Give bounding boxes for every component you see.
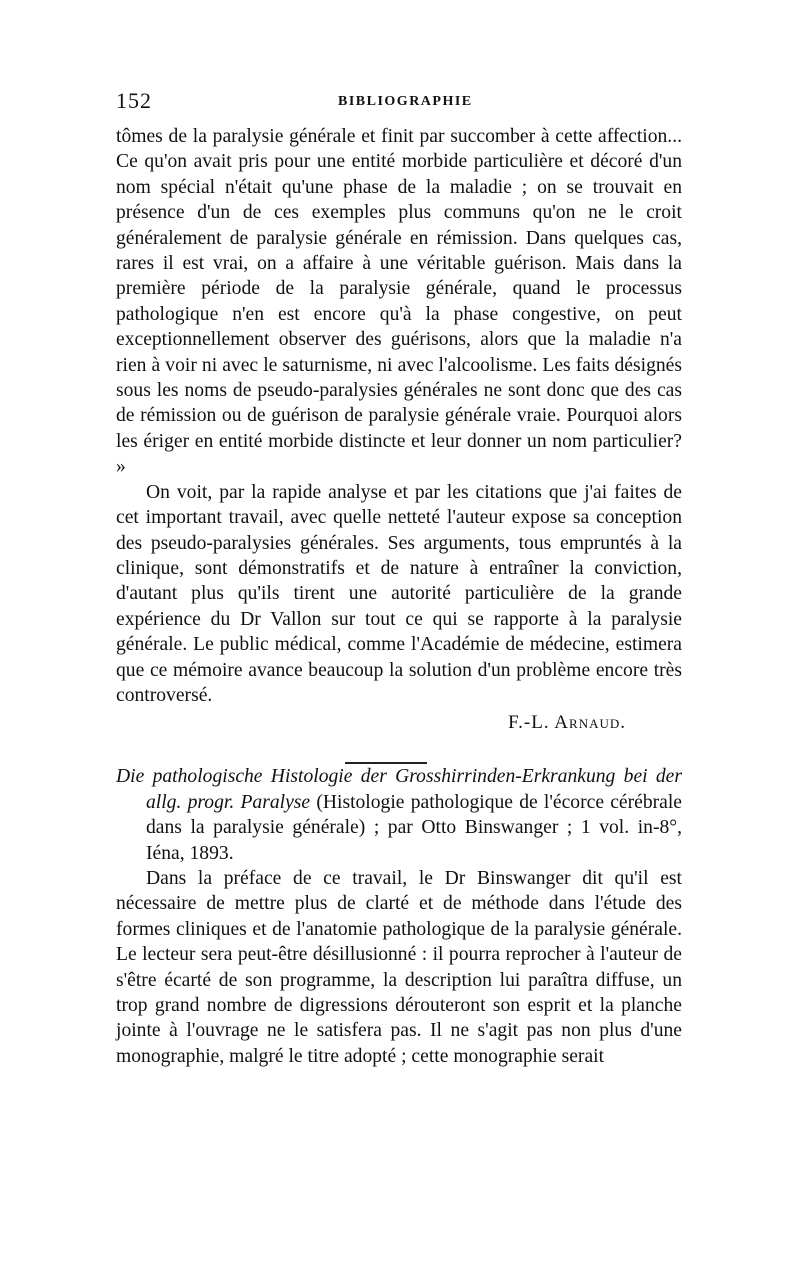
bibliography-title: Die pathologische Histologie der Grosshirrinden-Erkrankung bei der allg. progr. Paralyse: [116, 766, 682, 813]
bibliography-entry: [116, 764, 682, 866]
new-review-paragraph: Dans la préface de ce travail, le Dr Binswanger dit qu'il est nécessaire de mettre plus de clarté et de méthode dans l'étude des formes cliniques et de l'anatomie pathologique de la paralysie générale. Le lecteur sera peut-être désillusionné : il pourra reprocher à l'auteur de s'être écarté de son programme, la description lui paraîtra diffuse, un trop grand nombre de digressions dérouteront son esprit et la planche jointe à l'ouvrage ne le satisfera pas. Il ne s'agit pas non plus d'une monographie, malgré le titre adopté ; cette monographie serait: [116, 867, 682, 1067]
page-number: 152: [116, 88, 152, 113]
review-paragraph-conclusion: On voit, par la rapide analyse et par les citations que j'ai faites de cet important travail, avec quelle netteté l'auteur expose sa conception des pseudo-paralysies générales. Ses arguments, tous empruntés à la clinique, sont démonstratifs et de nature à entraîner la conviction, d'autant plus qu'ils tirent une autorité particulière de la grande expérience du Dr Vallon sur tout ce qui se rapporte à la paralysie générale. Le public médical, comme l'Académie de médecine, estimera que ce mémoire avance beaucoup la solution d'un problème encore très controversé.: [116, 481, 682, 706]
bibliography-details: (Histologie pathologique de l'écorce cérébrale dans la paralysie générale) ; par Otto Binswanger ; 1 vol. in-8°, Iéna, 1893.: [146, 791, 683, 864]
page-body: [116, 124, 682, 1069]
page-header: [116, 88, 682, 124]
running-head: BIBLIOGRAPHIE: [338, 94, 473, 109]
review-paragraph-continued: tômes de la paralysie générale et finit par succomber à cette affection... Ce qu'on avait pris pour une entité morbide particulière et décoré d'un nom spécial n'était qu'une phase de la maladie ; on se trouvait en présence d'un de ces exemples plus communs qu'on ne le croit généralement de paralysie générale en rémission. Dans quelques cas, rares il est vrai, on a affaire à une véritable guérison. Mais dans la première période de la paralysie générale, quand le processus pathologique n'en est encore qu'à la phase congestive, on peut exceptionnellement observer des guérisons, alors que la maladie n'a rien à voir ni avec le saturnisme, ni avec l'alcoolisme. Les faits désignés sous les noms de pseudo-paralysies générales ne sont donc que des cas de rémission ou de guérison de paralysie générale vraie. Pourquoi alors les ériger en entité morbide distincte et leur donner un nom particulier? »: [116, 126, 682, 478]
review-signature: F.-L. Arnaud.: [508, 712, 626, 734]
book-page: [116, 88, 682, 1069]
